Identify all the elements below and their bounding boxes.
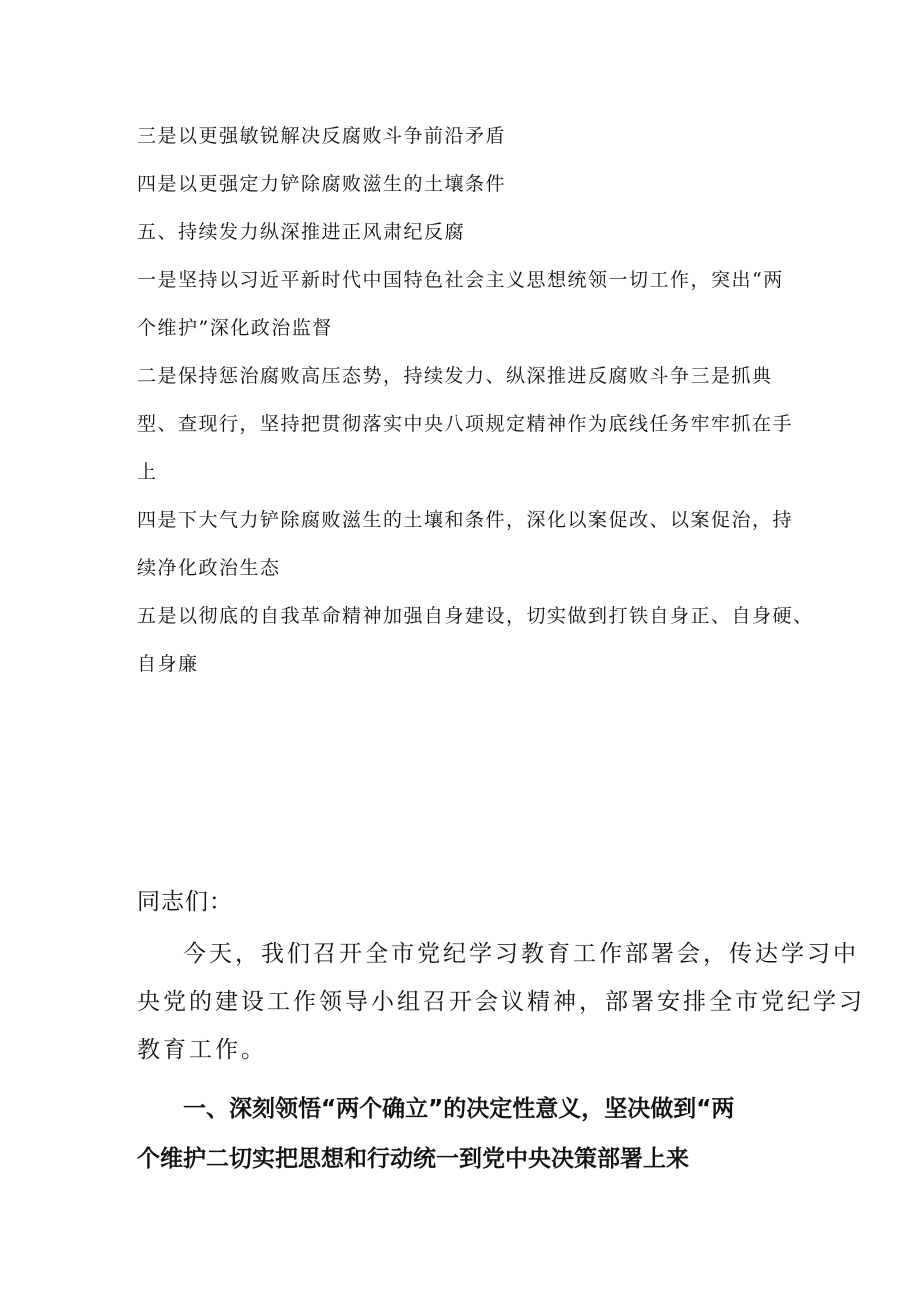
outline-line: 上 — [137, 461, 158, 483]
outline-line: 一是坚持以习近平新时代中国特色社会主义思想统领一切工作，突出“两 — [137, 269, 784, 291]
outline-list — [137, 112, 814, 688]
section-heading — [137, 1084, 797, 1184]
intro-paragraph — [137, 930, 865, 1074]
intro-line: 央党的建设工作领导小组召开会议精神，部署安排全市党纪学习 — [137, 989, 865, 1015]
speech-section — [137, 878, 865, 1184]
heading-line: 个维护二切实把思想和行动统一到党中央决策部署上来 — [137, 1146, 689, 1172]
outline-line: 三是以更强敏锐解决反腐败斗争前沿矛盾 — [137, 125, 507, 147]
outline-line: 型、查现行，坚持把贯彻落实中央八项规定精神作为底线任务牢牢抓在手 — [137, 413, 794, 435]
salutation: 同志们： — [137, 889, 233, 915]
heading-line: 一、深刻领悟“两个确立”的决定性意义，坚决做到“两 — [183, 1096, 735, 1122]
outline-line: 四是以更强定力铲除腐败滋生的土壤条件 — [137, 173, 507, 195]
outline-line: 五、持续发力纵深推进正风肃纪反腐 — [137, 221, 466, 243]
intro-line: 今天，我们召开全市党纪学习教育工作部署会，传达学习中 — [183, 941, 859, 967]
outline-line: 个维护”深化政治监督 — [137, 317, 333, 339]
intro-line: 教育工作。 — [137, 1037, 267, 1063]
outline-line: 续净化政治生态 — [137, 557, 281, 579]
outline-line: 自身廉 — [137, 653, 199, 675]
outline-line: 四是下大气力铲除腐败滋生的土壤和条件，深化以案促改、以案促治，持 — [137, 509, 794, 531]
outline-line: 二是保持惩治腐败高压态势，持续发力、纵深推进反腐败斗争三是抓典 — [137, 365, 773, 387]
outline-line: 五是以彻底的自我革命精神加强自身建设，切实做到打铁自身正、自身硬、 — [137, 605, 814, 627]
